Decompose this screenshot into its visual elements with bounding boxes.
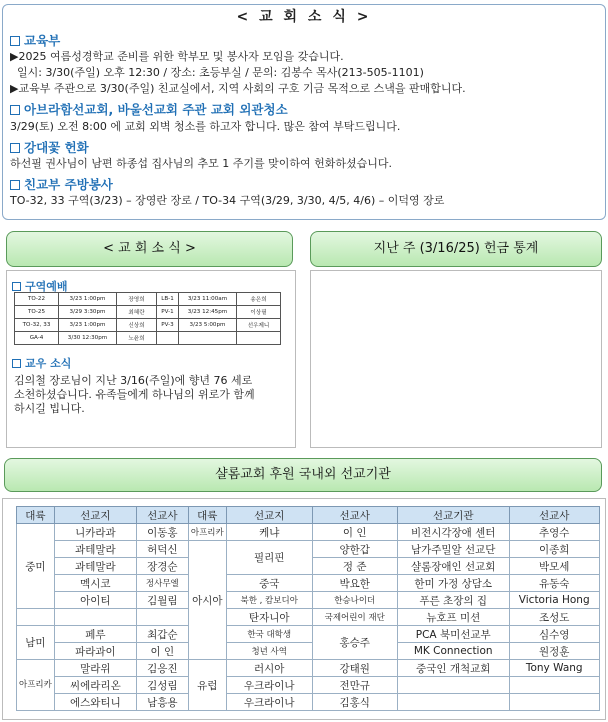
cleaning-line: 3/29(토) 오전 8:00 에 교회 외벽 청소를 하고자 합니다. 많은 참여 부탁드립니다. <box>10 120 401 133</box>
table-row: 아이티 김월림 북한 , 캄보디아 한승나이더 푸른 초장의 집 Victoria Hong <box>17 592 600 609</box>
checkbox-icon <box>10 105 20 115</box>
checkbox-icon <box>12 359 21 368</box>
continent-africa: 아프리카 <box>17 660 55 711</box>
education-line-2: 일시: 3/30(주일) 오후 12:30 / 장소: 초등부실 / 문의: 김봉수 목사(213-505-1101) <box>10 66 424 79</box>
table-row: 아프리카 말라위 김응진 유럽 러시아 강태원 중국인 개척교회 Tony Wang <box>17 660 600 677</box>
district-schedule-table <box>14 292 281 345</box>
offering-stats-header: 지난 주 (3/16/25) 헌금 통계 <box>310 231 602 267</box>
offering-stats-panel <box>310 270 602 448</box>
section-kitchen: 친교부 주방봉사 <box>10 175 113 193</box>
left-news-header: < 교 회 소 식 > <box>6 231 293 267</box>
section-member-news: 교우 소식 <box>12 355 71 371</box>
checkbox-icon <box>12 282 21 291</box>
education-line-3: ▶교육부 주관으로 3/30(주일) 친교실에서, 지역 사회의 구호 기금 목적으로 스낵을 판매합니다. <box>10 82 466 95</box>
table-row: TO-22 3/23 1:00pm 장영희 LB-1 3/23 11:00am 송은희 <box>15 293 281 306</box>
church-news-title: < 교 회 소 식 > <box>236 9 372 25</box>
table-row: 과테말라 허덕신 아시아 필리핀 양한갑 남가주밀알 선교단 이종희 <box>17 541 600 558</box>
section-district-worship: 구역예배 <box>12 278 68 294</box>
table-row: 씨에라리온 김성림 우크라이나 전만규 <box>17 677 600 694</box>
section-education: 교육부 <box>10 31 60 49</box>
table-row: TO-32, 33 3/23 1:00pm 신상희 PV-3 3/23 5:00pm 선우제니 <box>15 319 281 332</box>
missions-header: 샬롬교회 후원 국내외 선교기관 <box>4 458 602 492</box>
table-row: 에스와티니 남흥용 우크라이나 김홍식 <box>17 694 600 711</box>
section-flowers: 강대꽃 헌화 <box>10 138 89 156</box>
member-news-line-2: 소천하셨습니다. 유족들에게 하나님의 위로가 함께 <box>14 388 255 401</box>
table-header-row: 대륙 선교지 선교사 대륙 선교지 선교사 선교기관 선교사 <box>17 507 600 524</box>
member-news-line-1: 김의철 장로님이 지난 3/16(주일)에 향년 76 세로 <box>14 374 253 387</box>
table-row: 과테말라 장경순 정 준 샬롬장애인 선교회 박모세 <box>17 558 600 575</box>
section-cleaning: 아브라함선교회, 바울선교회 주관 교회 외관청소 <box>10 100 288 118</box>
checkbox-icon <box>10 180 20 190</box>
member-news-line-3: 하시길 빕니다. <box>14 402 85 415</box>
table-row: 파라과이 이 인 청년 사역 MK Connection 원정훈 <box>17 643 600 660</box>
flowers-line: 하선필 권사님이 남편 하종섭 집사님의 추모 1 주기를 맞이하여 헌화하셨습니다. <box>10 157 392 170</box>
missions-table <box>16 506 600 711</box>
kitchen-line: TO-32, 33 구역(3/23) – 장영란 장로 / TO-34 구역(3/29, 3/30, 4/5, 4/6) – 이덕영 장로 <box>10 194 445 207</box>
table-row: 남미 페루 최갑순 한국 대학생 홍승주 PCA 북미선교부 심수영 <box>17 626 600 643</box>
table-row: 탄자니아 국제어린이 재단 뉴호프 미션 조성도 <box>17 609 600 626</box>
table-row: TO-25 3/29 3:30pm 최혜란 PV-1 3/23 12:45pm 이상필 <box>15 306 281 319</box>
table-row: GA-4 3/30 12:30pm 노윤희 <box>15 332 281 345</box>
education-line-1: ▶2025 여름성경학교 준비를 위한 학부모 및 봉사자 모임을 갖습니다. <box>10 50 344 63</box>
table-row: 멕시코 정사무엘 중국 박요한 한미 가정 상담소 유동숙 <box>17 575 600 592</box>
table-row: 중미 니카라과 이동홍 아프리카 케냐 이 인 비전시각장애 센터 추영수 <box>17 524 600 541</box>
checkbox-icon <box>10 36 20 46</box>
checkbox-icon <box>10 143 20 153</box>
